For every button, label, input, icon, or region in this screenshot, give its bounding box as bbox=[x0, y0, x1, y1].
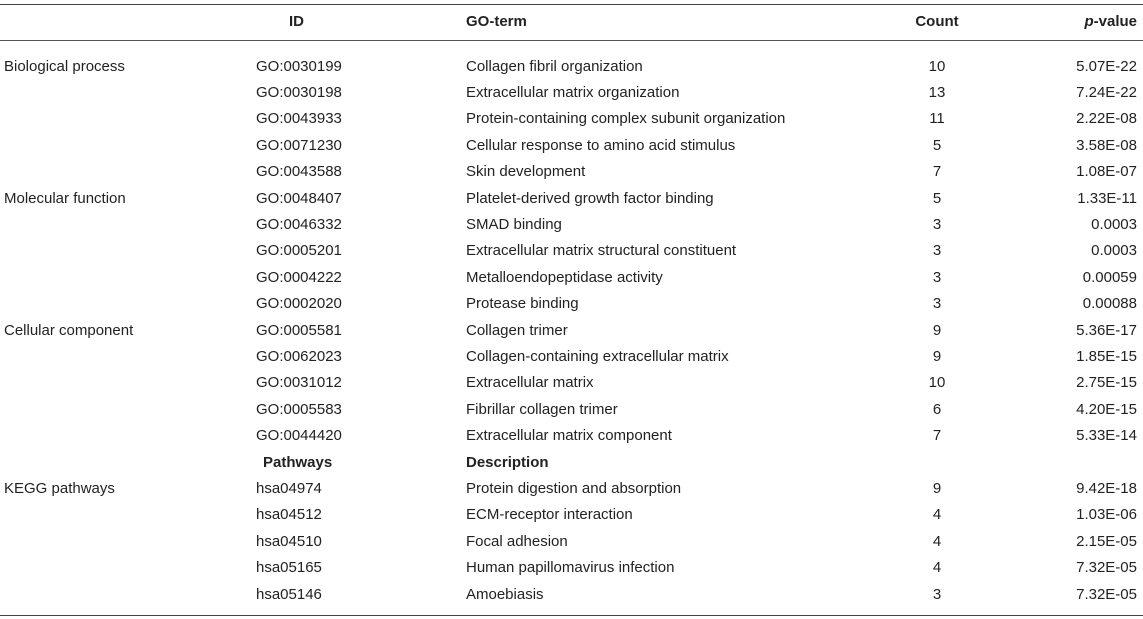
row-p-value: 0.00059 bbox=[1082, 268, 1137, 286]
row-id: GO:0048407 bbox=[256, 189, 342, 207]
row-count: 13 bbox=[928, 83, 946, 101]
row-p-value: 5.36E-17 bbox=[1076, 321, 1137, 339]
row-count: 3 bbox=[932, 215, 942, 233]
row-count: 4 bbox=[932, 506, 942, 524]
table-row bbox=[0, 186, 1143, 212]
header-p-value bbox=[1084, 7, 1137, 37]
kegg-header-description: Description bbox=[466, 453, 549, 471]
row-term: Collagen-containing extracellular matrix bbox=[466, 347, 729, 365]
row-p-value: 3.58E-08 bbox=[1076, 136, 1137, 154]
row-term: Focal adhesion bbox=[466, 532, 568, 550]
row-count: 7 bbox=[932, 427, 942, 445]
row-count: 10 bbox=[928, 57, 946, 75]
row-id: GO:0071230 bbox=[256, 136, 342, 154]
row-id: GO:0030199 bbox=[256, 57, 342, 75]
row-id: GO:0005583 bbox=[256, 400, 342, 418]
table-row bbox=[0, 80, 1143, 106]
row-term: Fibrillar collagen trimer bbox=[466, 400, 618, 418]
row-id: hsa04512 bbox=[256, 506, 322, 524]
table-row bbox=[0, 54, 1143, 80]
table-row bbox=[0, 476, 1143, 502]
row-category: Biological process bbox=[4, 57, 125, 75]
row-term: ECM-receptor interaction bbox=[466, 506, 633, 524]
row-p-value: 4.20E-15 bbox=[1076, 400, 1137, 418]
row-p-value: 1.08E-07 bbox=[1076, 163, 1137, 181]
table-row bbox=[0, 555, 1143, 581]
row-id: hsa04510 bbox=[256, 532, 322, 550]
row-id: GO:0046332 bbox=[256, 215, 342, 233]
row-term: Human papillomavirus infection bbox=[466, 559, 675, 577]
row-count: 4 bbox=[932, 532, 942, 550]
table-header-row bbox=[0, 7, 1143, 37]
row-term: Cellular response to amino acid stimulus bbox=[466, 136, 736, 154]
row-p-value: 1.33E-11 bbox=[1077, 189, 1137, 207]
row-id: GO:0030198 bbox=[256, 83, 342, 101]
row-id: GO:0005201 bbox=[256, 242, 342, 260]
table-row bbox=[0, 238, 1143, 264]
row-count: 3 bbox=[932, 585, 942, 603]
row-id: GO:0004222 bbox=[256, 268, 342, 286]
row-id: GO:0005581 bbox=[256, 321, 342, 339]
table-header-rule bbox=[0, 40, 1143, 41]
table-row bbox=[0, 212, 1143, 238]
row-category: KEGG pathways bbox=[4, 479, 115, 497]
row-count: 5 bbox=[932, 136, 942, 154]
table-row bbox=[0, 502, 1143, 528]
row-category: Molecular function bbox=[4, 189, 126, 207]
row-term: Extracellular matrix structural constituent bbox=[466, 242, 737, 260]
row-id: GO:0031012 bbox=[256, 374, 342, 392]
table-row bbox=[0, 582, 1143, 608]
row-p-value: 1.03E-06 bbox=[1076, 506, 1137, 524]
table-row bbox=[0, 423, 1143, 449]
table-row bbox=[0, 344, 1143, 370]
row-p-value: 0.00088 bbox=[1082, 295, 1137, 313]
row-id: GO:0002020 bbox=[256, 295, 342, 313]
row-term: Platelet-derived growth factor binding bbox=[466, 189, 714, 207]
row-p-value: 0.0003 bbox=[1091, 215, 1137, 233]
table-row bbox=[0, 291, 1143, 317]
table-row bbox=[0, 265, 1143, 291]
row-p-value: 5.33E-14 bbox=[1076, 427, 1137, 445]
header-id: ID bbox=[289, 13, 304, 30]
row-id: GO:0062023 bbox=[256, 347, 342, 365]
row-count: 3 bbox=[932, 242, 942, 260]
row-term: Collagen trimer bbox=[466, 321, 568, 339]
row-p-value: 1.85E-15 bbox=[1076, 347, 1137, 365]
header-p-italic: p bbox=[1084, 13, 1094, 30]
table-top-rule bbox=[0, 4, 1143, 5]
table-row bbox=[0, 370, 1143, 396]
row-term: Protein digestion and absorption bbox=[466, 479, 682, 497]
row-term: Amoebiasis bbox=[466, 585, 544, 603]
row-term: Protease binding bbox=[466, 295, 579, 313]
row-term: SMAD binding bbox=[466, 215, 562, 233]
row-term: Extracellular matrix organization bbox=[466, 83, 680, 101]
header-go-term: GO-term bbox=[466, 13, 527, 30]
row-p-value: 7.32E-05 bbox=[1076, 585, 1137, 603]
row-p-value: 2.15E-05 bbox=[1076, 532, 1137, 550]
row-count: 3 bbox=[932, 295, 942, 313]
row-count: 9 bbox=[932, 347, 942, 365]
table-row bbox=[0, 318, 1143, 344]
row-term: Protein-containing complex subunit organization bbox=[466, 110, 786, 128]
row-term: Metalloendopeptidase activity bbox=[466, 268, 663, 286]
row-count: 3 bbox=[932, 268, 942, 286]
header-p-rest: -value bbox=[1093, 13, 1137, 30]
row-p-value: 7.24E-22 bbox=[1076, 83, 1137, 101]
row-count: 4 bbox=[932, 559, 942, 577]
row-term: Collagen fibril organization bbox=[466, 57, 643, 75]
row-term: Extracellular matrix bbox=[466, 374, 594, 392]
row-id: hsa05146 bbox=[256, 585, 322, 603]
row-count: 7 bbox=[932, 163, 942, 181]
row-id: GO:0044420 bbox=[256, 427, 342, 445]
row-term: Extracellular matrix component bbox=[466, 427, 672, 445]
table-row bbox=[0, 133, 1143, 159]
row-id: GO:0043588 bbox=[256, 163, 342, 181]
table-bottom-rule bbox=[0, 615, 1143, 616]
row-p-value: 7.32E-05 bbox=[1076, 559, 1137, 577]
row-p-value: 9.42E-18 bbox=[1076, 479, 1137, 497]
row-p-value: 2.22E-08 bbox=[1076, 110, 1137, 128]
row-p-value: 5.07E-22 bbox=[1076, 57, 1137, 75]
kegg-header-pathways: Pathways bbox=[263, 453, 333, 471]
row-count: 9 bbox=[932, 479, 942, 497]
row-id: hsa04974 bbox=[256, 479, 322, 497]
row-count: 9 bbox=[932, 321, 942, 339]
kegg-subheader-row bbox=[0, 450, 1143, 476]
table-row bbox=[0, 106, 1143, 132]
header-count: Count bbox=[915, 13, 959, 30]
row-count: 11 bbox=[929, 110, 945, 128]
row-count: 6 bbox=[932, 400, 942, 418]
row-p-value: 0.0003 bbox=[1091, 242, 1137, 260]
row-p-value: 2.75E-15 bbox=[1076, 374, 1137, 392]
table-row bbox=[0, 397, 1143, 423]
row-id: hsa05165 bbox=[256, 559, 322, 577]
row-term: Skin development bbox=[466, 163, 586, 181]
table-row bbox=[0, 529, 1143, 555]
table-row bbox=[0, 159, 1143, 185]
row-count: 10 bbox=[928, 374, 946, 392]
row-category: Cellular component bbox=[4, 321, 134, 339]
row-count: 5 bbox=[932, 189, 942, 207]
row-id: GO:0043933 bbox=[256, 110, 342, 128]
